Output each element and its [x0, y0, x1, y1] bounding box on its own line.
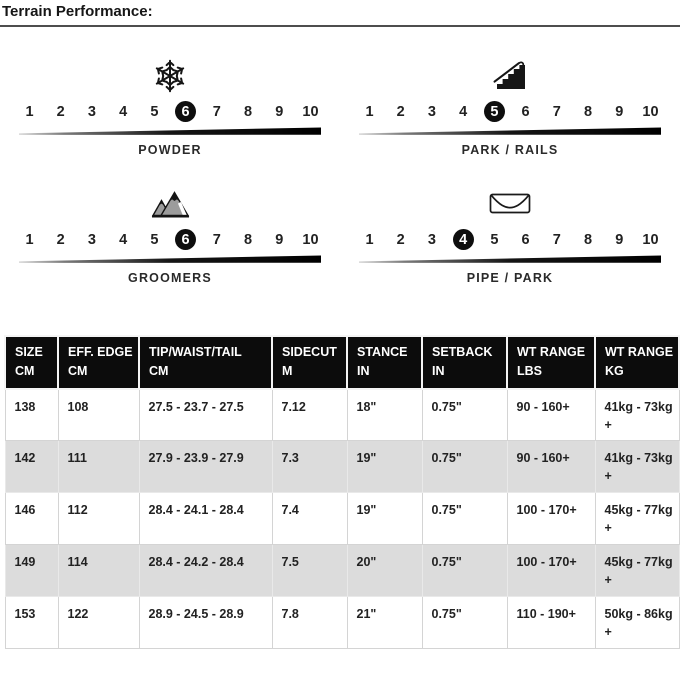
spec-table-row: [5, 493, 679, 545]
halfpipe-icon: [340, 181, 680, 227]
spec-table-cell: 122: [58, 597, 139, 649]
spec-table-cell: 90 - 160+: [507, 389, 595, 441]
rating-tick: 5: [150, 103, 159, 120]
rating-tick: 7: [212, 103, 221, 120]
rating-tick: 1: [365, 231, 374, 248]
spec-table-cell: 138: [5, 389, 58, 441]
terrain-metric-label: POWDER: [138, 143, 202, 157]
rating-selected-value: 6: [175, 229, 196, 250]
terrain-metric-label: GROOMERS: [128, 271, 212, 285]
spec-table: [4, 335, 680, 649]
spec-table-cell: 7.5: [272, 545, 347, 597]
rating-tick: 10: [302, 103, 319, 120]
spec-table-row: [5, 441, 679, 493]
rating-tick: 2: [56, 103, 65, 120]
spec-table-cell: 41kg - 73kg +: [595, 441, 679, 493]
terrain-metric-park-rails: [340, 53, 680, 157]
spec-table-cell: 41kg - 73kg +: [595, 389, 679, 441]
spec-table-cell: 108: [58, 389, 139, 441]
spec-table-header-cell: WT RANGE LBS: [507, 336, 595, 389]
terrain-metric-pipe-park: [340, 181, 680, 285]
rating-wedge: [340, 127, 680, 135]
spec-table-header-cell: WT RANGE KG: [595, 336, 679, 389]
rating-tick: 2: [396, 103, 405, 120]
spec-table-cell: 110 - 190+: [507, 597, 595, 649]
rating-tick: 3: [87, 231, 96, 248]
rating-tick: 7: [552, 231, 561, 248]
rating-tick: 5: [150, 231, 159, 248]
title-divider: [0, 25, 680, 27]
spec-table-cell: 7.12: [272, 389, 347, 441]
rating-tick: 7: [212, 231, 221, 248]
spec-table-row: [5, 545, 679, 597]
rating-tick: 2: [396, 231, 405, 248]
rating-wedge: [0, 255, 340, 263]
spec-table-cell: 100 - 170+: [507, 545, 595, 597]
rating-tick: 8: [243, 103, 253, 120]
spec-table-cell: 50kg - 86kg +: [595, 597, 679, 649]
spec-table-cell: 0.75": [422, 545, 507, 597]
rating-tick: 10: [642, 231, 659, 248]
rating-tick: 5: [490, 231, 499, 248]
rating-tick: 1: [365, 103, 374, 120]
terrain-grid: [0, 53, 680, 285]
spec-table-cell: 20": [347, 545, 422, 597]
spec-table-cell: 27.9 - 23.9 - 27.9: [139, 441, 272, 493]
spec-table-cell: 7.3: [272, 441, 347, 493]
rating-tick: 4: [119, 103, 128, 120]
spec-table-cell: 28.9 - 24.5 - 28.9: [139, 597, 272, 649]
spec-table-row: [5, 389, 679, 441]
page-title: Terrain Performance:: [2, 3, 153, 20]
rating-tick: 10: [302, 231, 319, 248]
spec-table-cell: 112: [58, 493, 139, 545]
rating-selected-value: 5: [484, 101, 505, 122]
spec-table-header-cell: EFF. EDGE CM: [58, 336, 139, 389]
rating-scale: [359, 229, 661, 250]
spec-table-header-cell: TIP/WAIST/TAIL CM: [139, 336, 272, 389]
spec-table-cell: 45kg - 77kg +: [595, 493, 679, 545]
rating-tick: 8: [583, 103, 593, 120]
spec-table-cell: 111: [58, 441, 139, 493]
rating-tick: 1: [25, 103, 34, 120]
spec-table-cell: 7.8: [272, 597, 347, 649]
rating-selected-value: 6: [175, 101, 196, 122]
spec-table-cell: 149: [5, 545, 58, 597]
spec-table-cell: 142: [5, 441, 58, 493]
rating-tick: 2: [56, 231, 65, 248]
spec-table-cell: 7.4: [272, 493, 347, 545]
rating-selected-value: 4: [453, 229, 474, 250]
spec-table-cell: 153: [5, 597, 58, 649]
rating-tick: 9: [615, 231, 624, 248]
spec-table-cell: 90 - 160+: [507, 441, 595, 493]
spec-table-cell: 0.75": [422, 493, 507, 545]
spec-table-cell: 19": [347, 493, 422, 545]
rating-scale: [19, 229, 321, 250]
snowflake-icon: [0, 53, 340, 99]
rating-wedge: [340, 255, 680, 263]
rating-wedge: [0, 127, 340, 135]
spec-table-cell: 18": [347, 389, 422, 441]
rating-tick: 8: [583, 231, 593, 248]
spec-table-cell: 45kg - 77kg +: [595, 545, 679, 597]
rating-tick: 4: [459, 103, 468, 120]
spec-table-cell: 0.75": [422, 389, 507, 441]
terrain-metric-groomers: [0, 181, 340, 285]
spec-table-cell: 19": [347, 441, 422, 493]
spec-table-header-cell: STANCE IN: [347, 336, 422, 389]
spec-table-cell: 0.75": [422, 597, 507, 649]
terrain-metric-label: PARK / RAILS: [461, 143, 559, 157]
spec-table-header-row: [5, 336, 679, 389]
mountains-icon: [0, 181, 340, 227]
rating-tick: 3: [427, 231, 436, 248]
rating-tick: 10: [642, 103, 659, 120]
rating-tick: 9: [275, 231, 284, 248]
spec-table-cell: 28.4 - 24.1 - 28.4: [139, 493, 272, 545]
spec-table-cell: 0.75": [422, 441, 507, 493]
spec-table-header-cell: SIDECUT M: [272, 336, 347, 389]
rating-tick: 6: [521, 231, 530, 248]
rating-tick: 1: [25, 231, 34, 248]
spec-table-cell: 114: [58, 545, 139, 597]
stairs-rail-icon: [340, 53, 680, 99]
spec-table-cell: 28.4 - 24.2 - 28.4: [139, 545, 272, 597]
rating-scale: [359, 101, 661, 122]
spec-table-header-cell: SETBACK IN: [422, 336, 507, 389]
rating-scale: [19, 101, 321, 122]
spec-table-cell: 27.5 - 23.7 - 27.5: [139, 389, 272, 441]
terrain-metric-label: PIPE / PARK: [466, 271, 554, 285]
rating-tick: 8: [243, 231, 253, 248]
rating-tick: 3: [87, 103, 96, 120]
terrain-metric-powder: [0, 53, 340, 157]
spec-table-cell: 100 - 170+: [507, 493, 595, 545]
spec-table-cell: 21": [347, 597, 422, 649]
rating-tick: 7: [552, 103, 561, 120]
spec-table-header-cell: SIZE CM: [5, 336, 58, 389]
rating-tick: 9: [275, 103, 284, 120]
rating-tick: 3: [427, 103, 436, 120]
rating-tick: 9: [615, 103, 624, 120]
rating-tick: 4: [119, 231, 128, 248]
rating-tick: 6: [521, 103, 530, 120]
spec-table-cell: 146: [5, 493, 58, 545]
spec-table-row: [5, 597, 679, 649]
